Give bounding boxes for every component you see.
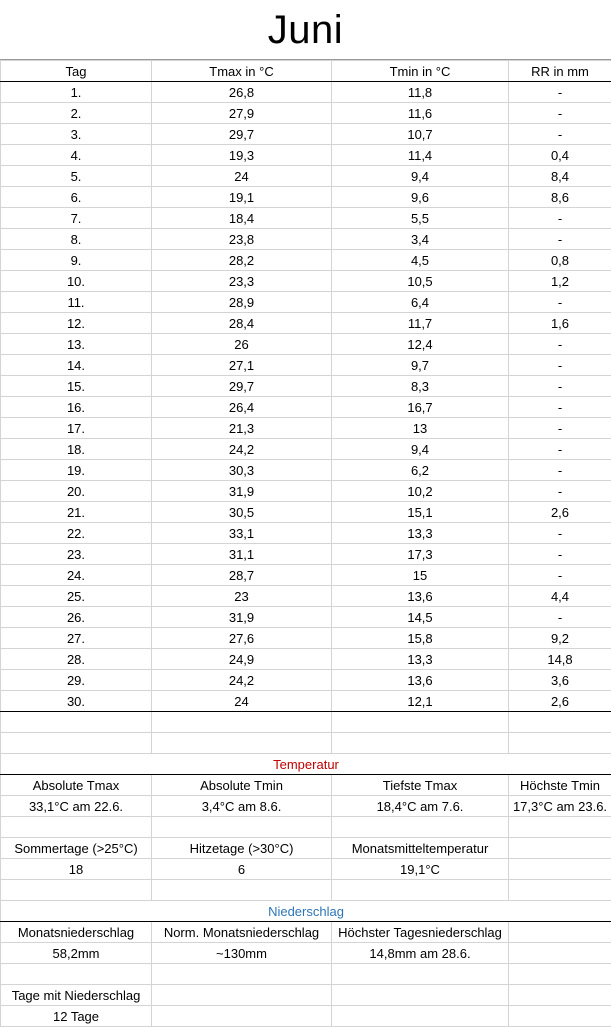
tmin-cell[interactable]: 6,2 <box>332 460 509 481</box>
tmin-cell[interactable]: 13 <box>332 418 509 439</box>
tmax-cell[interactable]: 33,1 <box>152 523 332 544</box>
tmax-cell[interactable]: 27,9 <box>152 103 332 124</box>
tmin-cell[interactable]: 16,7 <box>332 397 509 418</box>
empty-cell[interactable] <box>332 1006 509 1027</box>
rr-cell[interactable]: - <box>509 229 611 250</box>
table-row <box>1 502 611 523</box>
empty-cell[interactable] <box>152 985 332 1006</box>
table-row <box>1 565 611 586</box>
empty-row <box>1 733 611 754</box>
rr-cell[interactable]: - <box>509 481 611 502</box>
rr-cell[interactable]: 0,8 <box>509 250 611 271</box>
empty-cell[interactable] <box>509 838 611 859</box>
day-cell[interactable]: 4. <box>1 145 152 166</box>
empty-cell[interactable] <box>509 943 611 964</box>
empty-cell[interactable] <box>509 985 611 1006</box>
empty-cell[interactable] <box>509 1006 611 1027</box>
weather-table <box>0 60 611 1027</box>
day-cell[interactable]: 18. <box>1 439 152 460</box>
empty-row <box>1 712 611 733</box>
rr-cell[interactable]: - <box>509 124 611 145</box>
tmax-cell[interactable]: 31,9 <box>152 481 332 502</box>
rr-cell[interactable]: - <box>509 103 611 124</box>
tmax-cell[interactable]: 26 <box>152 334 332 355</box>
summary-label[interactable]: Absolute Tmax <box>1 775 152 796</box>
summary-value[interactable]: 17,3°C am 23.6. <box>509 796 611 817</box>
tmin-cell[interactable]: 11,8 <box>332 82 509 103</box>
summary-label[interactable]: Höchste Tmin <box>509 775 611 796</box>
tmax-cell[interactable]: 24,9 <box>152 649 332 670</box>
summary-value-row <box>1 859 611 880</box>
empty-cell[interactable] <box>332 712 509 733</box>
rr-cell[interactable]: - <box>509 292 611 313</box>
table-row <box>1 418 611 439</box>
empty-cell[interactable] <box>152 964 332 985</box>
tmin-cell[interactable]: 9,6 <box>332 187 509 208</box>
rr-cell[interactable]: - <box>509 418 611 439</box>
tmax-cell[interactable]: 31,9 <box>152 607 332 628</box>
summary-value[interactable]: 18,4°C am 7.6. <box>332 796 509 817</box>
rr-cell[interactable]: - <box>509 565 611 586</box>
tmax-cell[interactable]: 24 <box>152 691 332 712</box>
tmin-cell[interactable]: 17,3 <box>332 544 509 565</box>
empty-cell[interactable] <box>332 985 509 1006</box>
section-row <box>1 754 611 775</box>
tmin-cell[interactable]: 6,4 <box>332 292 509 313</box>
rr-cell[interactable]: 0,4 <box>509 145 611 166</box>
table-row <box>1 145 611 166</box>
page-title: Juni <box>268 0 343 60</box>
day-cell[interactable]: 6. <box>1 187 152 208</box>
tmin-cell[interactable]: 12,4 <box>332 334 509 355</box>
tmin-cell[interactable]: 15,8 <box>332 628 509 649</box>
summary-value[interactable]: ~130mm <box>152 943 332 964</box>
table-row <box>1 166 611 187</box>
summary-value[interactable]: 14,8mm am 28.6. <box>332 943 509 964</box>
rr-cell[interactable]: 1,2 <box>509 271 611 292</box>
temperatur-heading[interactable]: Temperatur <box>1 754 611 775</box>
rr-cell[interactable]: - <box>509 460 611 481</box>
summary-label[interactable]: Norm. Monatsniederschlag <box>152 922 332 943</box>
empty-cell[interactable] <box>1 712 152 733</box>
rr-cell[interactable]: 14,8 <box>509 649 611 670</box>
empty-cell[interactable] <box>152 817 332 838</box>
summary-value[interactable]: 18 <box>1 859 152 880</box>
day-cell[interactable]: 24. <box>1 565 152 586</box>
summary-value[interactable]: 12 Tage <box>1 1006 152 1027</box>
tmin-cell[interactable]: 3,4 <box>332 229 509 250</box>
tmax-cell[interactable]: 30,3 <box>152 460 332 481</box>
summary-label-row <box>1 922 611 943</box>
table-row <box>1 523 611 544</box>
table-row <box>1 439 611 460</box>
table-row <box>1 292 611 313</box>
tmin-cell[interactable]: 9,4 <box>332 439 509 460</box>
table-row <box>1 313 611 334</box>
empty-cell[interactable] <box>509 712 611 733</box>
rr-cell[interactable]: - <box>509 397 611 418</box>
summary-label[interactable]: Absolute Tmin <box>152 775 332 796</box>
tmax-cell[interactable]: 19,1 <box>152 187 332 208</box>
rr-cell[interactable]: 1,6 <box>509 313 611 334</box>
tmax-cell[interactable]: 24,2 <box>152 439 332 460</box>
day-cell[interactable]: 10. <box>1 271 152 292</box>
rr-cell[interactable]: 8,4 <box>509 166 611 187</box>
table-row <box>1 481 611 502</box>
day-cell[interactable]: 28. <box>1 649 152 670</box>
empty-cell[interactable] <box>1 880 152 901</box>
day-cell[interactable]: 23. <box>1 544 152 565</box>
tmax-cell[interactable]: 27,1 <box>152 355 332 376</box>
tmin-cell[interactable]: 10,2 <box>332 481 509 502</box>
header-tmax[interactable]: Tmax in °C <box>152 61 332 82</box>
table-row <box>1 691 611 712</box>
rr-cell[interactable]: 2,6 <box>509 691 611 712</box>
rr-cell[interactable]: - <box>509 607 611 628</box>
tmin-cell[interactable]: 9,7 <box>332 355 509 376</box>
summary-label[interactable]: Hitzetage (>30°C) <box>152 838 332 859</box>
empty-row <box>1 964 611 985</box>
summary-label-row <box>1 838 611 859</box>
empty-cell[interactable] <box>152 880 332 901</box>
table-row <box>1 460 611 481</box>
table-row <box>1 103 611 124</box>
tmax-cell[interactable]: 23,3 <box>152 271 332 292</box>
tmin-cell[interactable]: 14,5 <box>332 607 509 628</box>
empty-cell[interactable] <box>332 817 509 838</box>
rr-cell[interactable]: 3,6 <box>509 670 611 691</box>
tmax-cell[interactable]: 28,2 <box>152 250 332 271</box>
table-row <box>1 544 611 565</box>
table-row <box>1 628 611 649</box>
title-cell[interactable] <box>0 0 611 60</box>
day-cell[interactable]: 25. <box>1 586 152 607</box>
header-row <box>1 61 611 82</box>
summary-label[interactable]: Monatsmitteltemperatur <box>332 838 509 859</box>
empty-cell[interactable] <box>1 733 152 754</box>
tmin-cell[interactable]: 5,5 <box>332 208 509 229</box>
tmin-cell[interactable]: 8,3 <box>332 376 509 397</box>
summary-value[interactable]: 58,2mm <box>1 943 152 964</box>
summary-label[interactable]: Höchster Tagesniederschlag <box>332 922 509 943</box>
tmin-cell[interactable]: 11,7 <box>332 313 509 334</box>
day-cell[interactable]: 12. <box>1 313 152 334</box>
summary-label-row <box>1 985 611 1006</box>
tmax-cell[interactable]: 23 <box>152 586 332 607</box>
tmin-cell[interactable]: 15 <box>332 565 509 586</box>
tmin-cell[interactable]: 11,4 <box>332 145 509 166</box>
tmax-cell[interactable]: 26,8 <box>152 82 332 103</box>
table-row <box>1 229 611 250</box>
table-row <box>1 607 611 628</box>
table-row <box>1 187 611 208</box>
table-row <box>1 271 611 292</box>
header-tag[interactable]: Tag <box>1 61 152 82</box>
rr-cell[interactable]: - <box>509 544 611 565</box>
empty-cell[interactable] <box>332 733 509 754</box>
header-tmin[interactable]: Tmin in °C <box>332 61 509 82</box>
rr-cell[interactable]: - <box>509 439 611 460</box>
tmin-cell[interactable]: 13,3 <box>332 523 509 544</box>
day-cell[interactable]: 27. <box>1 628 152 649</box>
tmax-cell[interactable]: 28,9 <box>152 292 332 313</box>
table-row <box>1 586 611 607</box>
rr-cell[interactable]: - <box>509 208 611 229</box>
rr-cell[interactable]: 4,4 <box>509 586 611 607</box>
tmax-cell[interactable]: 28,7 <box>152 565 332 586</box>
empty-cell[interactable] <box>1 964 152 985</box>
day-cell[interactable]: 16. <box>1 397 152 418</box>
tmax-cell[interactable]: 19,3 <box>152 145 332 166</box>
tmin-cell[interactable]: 4,5 <box>332 250 509 271</box>
empty-cell[interactable] <box>509 922 611 943</box>
summary-value-row <box>1 1006 611 1027</box>
day-cell[interactable]: 9. <box>1 250 152 271</box>
day-cell[interactable]: 11. <box>1 292 152 313</box>
tmax-cell[interactable]: 21,3 <box>152 418 332 439</box>
niederschlag-heading[interactable]: Niederschlag <box>1 901 611 922</box>
day-cell[interactable]: 13. <box>1 334 152 355</box>
table-row <box>1 250 611 271</box>
day-cell[interactable]: 21. <box>1 502 152 523</box>
empty-cell[interactable] <box>509 733 611 754</box>
empty-cell[interactable] <box>509 859 611 880</box>
empty-cell[interactable] <box>1 817 152 838</box>
table-row <box>1 355 611 376</box>
empty-cell[interactable] <box>509 817 611 838</box>
table-row <box>1 82 611 103</box>
table-row <box>1 334 611 355</box>
day-cell[interactable]: 2. <box>1 103 152 124</box>
table-row <box>1 670 611 691</box>
summary-value-row <box>1 796 611 817</box>
tmax-cell[interactable]: 30,5 <box>152 502 332 523</box>
day-cell[interactable]: 3. <box>1 124 152 145</box>
day-cell[interactable]: 29. <box>1 670 152 691</box>
rr-cell[interactable]: - <box>509 355 611 376</box>
empty-cell[interactable] <box>152 712 332 733</box>
day-cell[interactable]: 22. <box>1 523 152 544</box>
day-cell[interactable]: 19. <box>1 460 152 481</box>
tmin-cell[interactable]: 13,3 <box>332 649 509 670</box>
day-cell[interactable]: 14. <box>1 355 152 376</box>
day-cell[interactable]: 7. <box>1 208 152 229</box>
tmin-cell[interactable]: 9,4 <box>332 166 509 187</box>
empty-row <box>1 817 611 838</box>
day-cell[interactable]: 1. <box>1 82 152 103</box>
rr-cell[interactable]: 9,2 <box>509 628 611 649</box>
section-row <box>1 901 611 922</box>
day-cell[interactable]: 17. <box>1 418 152 439</box>
tmin-cell[interactable]: 10,5 <box>332 271 509 292</box>
table-row <box>1 208 611 229</box>
tmax-cell[interactable]: 24 <box>152 166 332 187</box>
tmax-cell[interactable]: 24,2 <box>152 670 332 691</box>
tmin-cell[interactable]: 11,6 <box>332 103 509 124</box>
summary-value[interactable]: 3,4°C am 8.6. <box>152 796 332 817</box>
table-row <box>1 649 611 670</box>
tmin-cell[interactable]: 12,1 <box>332 691 509 712</box>
rr-cell[interactable]: 2,6 <box>509 502 611 523</box>
summary-label[interactable]: Tage mit Niederschlag <box>1 985 152 1006</box>
rr-cell[interactable]: - <box>509 82 611 103</box>
empty-cell[interactable] <box>332 880 509 901</box>
tmax-cell[interactable]: 31,1 <box>152 544 332 565</box>
tmax-cell[interactable]: 18,4 <box>152 208 332 229</box>
summary-label[interactable]: Tiefste Tmax <box>332 775 509 796</box>
summary-value-row <box>1 943 611 964</box>
summary-value[interactable]: 33,1°C am 22.6. <box>1 796 152 817</box>
table-row <box>1 124 611 145</box>
summary-value[interactable]: 19,1°C <box>332 859 509 880</box>
empty-cell[interactable] <box>509 964 611 985</box>
table-row <box>1 397 611 418</box>
tmin-cell[interactable]: 13,6 <box>332 586 509 607</box>
empty-cell[interactable] <box>152 733 332 754</box>
tmin-cell[interactable]: 10,7 <box>332 124 509 145</box>
day-cell[interactable]: 15. <box>1 376 152 397</box>
day-cell[interactable]: 26. <box>1 607 152 628</box>
rr-cell[interactable]: - <box>509 523 611 544</box>
tmax-cell[interactable]: 23,8 <box>152 229 332 250</box>
rr-cell[interactable]: - <box>509 334 611 355</box>
empty-cell[interactable] <box>332 964 509 985</box>
tmax-cell[interactable]: 28,4 <box>152 313 332 334</box>
rr-cell[interactable]: - <box>509 376 611 397</box>
summary-value[interactable]: 6 <box>152 859 332 880</box>
empty-row <box>1 880 611 901</box>
tmax-cell[interactable]: 26,4 <box>152 397 332 418</box>
summary-label[interactable]: Sommertage (>25°C) <box>1 838 152 859</box>
tmin-cell[interactable]: 15,1 <box>332 502 509 523</box>
empty-cell[interactable] <box>152 1006 332 1027</box>
day-cell[interactable]: 20. <box>1 481 152 502</box>
tmax-cell[interactable]: 29,7 <box>152 376 332 397</box>
header-rr[interactable]: RR in mm <box>509 61 611 82</box>
table-row <box>1 376 611 397</box>
day-cell[interactable]: 8. <box>1 229 152 250</box>
tmax-cell[interactable]: 27,6 <box>152 628 332 649</box>
rr-cell[interactable]: 8,6 <box>509 187 611 208</box>
tmax-cell[interactable]: 29,7 <box>152 124 332 145</box>
tmin-cell[interactable]: 13,6 <box>332 670 509 691</box>
day-cell[interactable]: 30. <box>1 691 152 712</box>
empty-cell[interactable] <box>509 880 611 901</box>
summary-label[interactable]: Monatsniederschlag <box>1 922 152 943</box>
summary-label-row <box>1 775 611 796</box>
day-cell[interactable]: 5. <box>1 166 152 187</box>
